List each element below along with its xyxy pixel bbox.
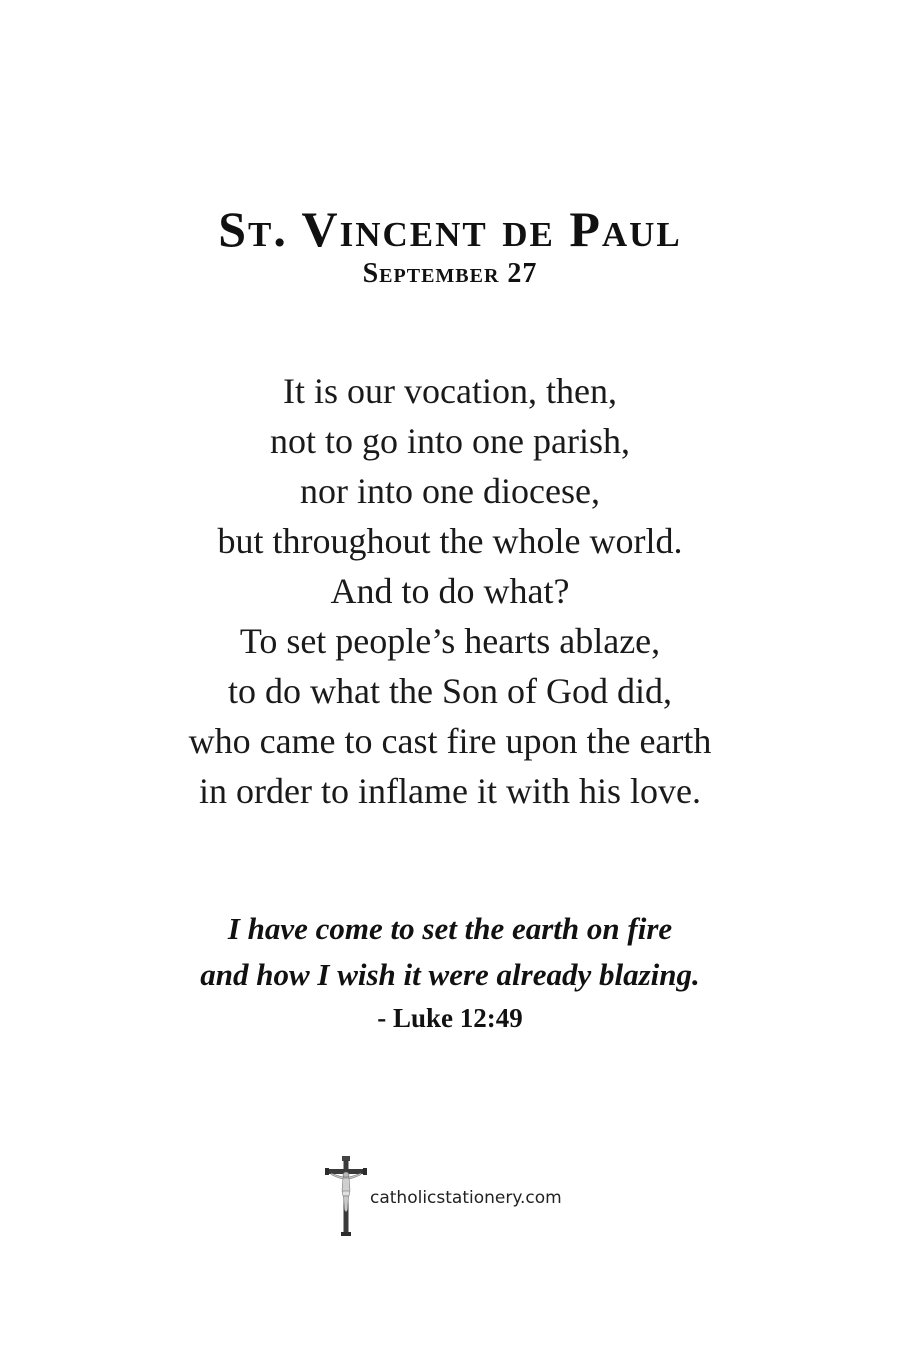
quote-line: in order to inflame it with his love.: [199, 771, 701, 811]
quote-line: And to do what?: [330, 571, 570, 611]
verse-line: and how I wish it were already blazing.: [200, 957, 700, 992]
footer-branding: [324, 1156, 624, 1238]
quote-line: not to go into one parish,: [270, 421, 630, 461]
quote-line: To set people’s hearts ablaze,: [239, 621, 661, 661]
crucifix-icon: [324, 1156, 368, 1238]
verse-citation: - Luke 12:49: [377, 1003, 523, 1033]
scripture-verse: [0, 906, 900, 1038]
title-block: [0, 200, 900, 290]
quote-line: It is our vocation, then,: [283, 371, 617, 411]
saint-quote: [0, 366, 900, 816]
quote-line: but throughout the whole world.: [217, 521, 683, 561]
quote-line: nor into one diocese,: [300, 471, 600, 511]
quote-line: to do what the Son of God did,: [228, 671, 672, 711]
website-link[interactable]: catholicstationery.com: [370, 1188, 562, 1208]
saint-name-heading: St. Vincent de Paul: [218, 201, 682, 257]
verse-line: I have come to set the earth on fire: [227, 911, 673, 946]
feast-date: September 27: [362, 258, 538, 289]
quote-line: who came to cast fire upon the earth: [188, 721, 712, 761]
